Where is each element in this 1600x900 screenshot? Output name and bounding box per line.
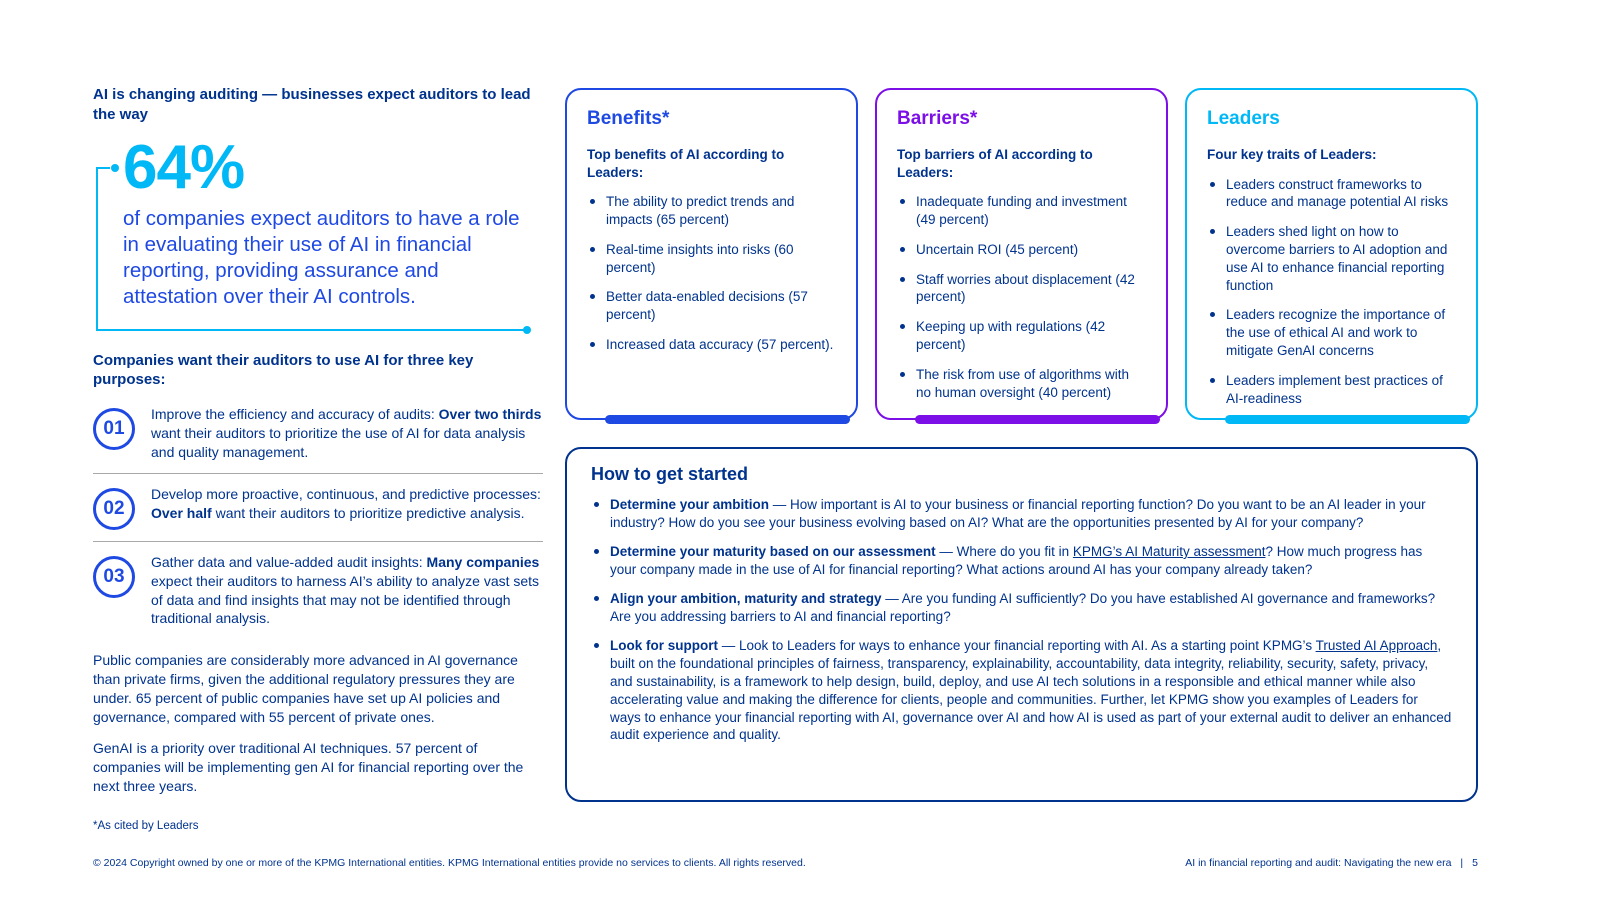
stat-bracket [96,167,527,331]
bracket-dot-bottom [523,326,531,334]
purpose-text [151,485,543,523]
bullet-text: — Where do you fit in [935,543,1073,559]
bullet-text: — Are you funding AI sufficiently? Do you have established AI governance and frameworks? Are you addressing barriers to AI and financial reporting? [610,590,1436,624]
getting-started-bullet-maturity [591,543,1452,579]
barriers-accent-bar [915,415,1160,424]
purpose-text-pre: Develop more proactive, continuous, and predictive processes: [151,485,541,502]
bullet-item: Uncertain ROI (45 percent) [897,241,1146,259]
footer-separator: | [1460,857,1464,869]
purpose-number-badge: 03 [93,556,135,598]
purpose-number-badge: 02 [93,488,135,530]
bullet-text: — Look to Leaders for ways to enhance your financial reporting with AI. As a starting point KPMG’s [718,637,1316,653]
benefits-card [565,88,858,420]
bullet-item: Inadequate funding and investment (49 percent) [897,193,1146,229]
purpose-text-bold: Over half [151,504,212,521]
purpose-list [93,394,543,639]
purpose-text-post: want their auditors to prioritize predictive analysis. [211,504,525,521]
barriers-card-title: Barriers* [897,108,978,129]
bullet-lead: Determine your maturity based on our assessment [610,543,936,559]
stat-description: of companies expect auditors to have a role in evaluating their use of AI in financial reporting, providing assurance and attestation over their AI controls. [123,206,520,309]
barriers-card [875,88,1168,420]
paragraph-public-companies: Public companies are considerably more advanced in AI governance than private firms, given the additional regulatory pressures they are under. 65 percent of public companies have set up AI policies and governance, compared with 55 percent of private ones. [93,652,518,726]
bullet-text: , built on the foundational principles of fairness, transparency, explainability, accountability, data integrity, reliability, security, safety, privacy, and sustainability, is a framework to help design, build, deploy, and use AI tech solutions in a responsible and ethical manner while also accelerating value and making the difference for clients, people and communities. Further, let KPMG show you examples of Leaders for ways to enhance your financial reporting with AI, governance over AI and how AI is used as part of your external audit to deliver an enhanced audit experience and quality. [610,637,1452,743]
purpose-item-02 [93,473,543,541]
purpose-text-post: want their auditors to prioritize the use of AI for data analysis and quality management. [151,425,526,460]
bullet-item: Leaders shed light on how to overcome barriers to AI adoption and use AI to enhance financial reporting function [1207,223,1456,294]
benefits-card-subtitle: Top benefits of AI according to Leaders: [587,147,785,180]
trusted-ai-approach-link[interactable]: Trusted AI Approach [1315,637,1438,653]
bullet-item: The ability to predict trends and impacts (65 percent) [587,193,836,229]
bullet-item: Leaders implement best practices of AI-readiness [1207,372,1456,408]
leaders-card-subtitle: Four key traits of Leaders: [1207,147,1377,162]
bullet-text: ? How much progress has your company made in the use of AI for financial reporting? What actions around AI has your company already taken? [610,543,1423,577]
benefits-card-title: Benefits* [587,108,670,129]
purpose-text-pre: Gather data and value-added audit insights: [151,553,427,570]
footer-right [1185,857,1478,869]
purpose-text-bold: Many companies [426,553,540,570]
left-column [93,85,543,832]
bullet-item: The risk from use of algorithms with no human oversight (40 percent) [897,366,1146,402]
bullet-item: Leaders recognize the importance of the use of ethical AI and work to mitigate GenAI concerns [1207,306,1456,359]
barriers-bullet-list [897,193,1146,401]
bullet-item: Increased data accuracy (57 percent). [587,336,836,354]
leaders-bullet-list [1207,176,1456,408]
bracket-tick [98,167,110,169]
bullet-item: Leaders construct frameworks to reduce and manage potential AI risks [1207,176,1456,212]
leaders-card [1185,88,1478,420]
leaders-card-title: Leaders [1207,108,1280,129]
getting-started-title: How to get started [591,464,749,484]
benefits-bullet-list [587,193,836,354]
cards-row [565,88,1478,420]
purposes-heading: Companies want their auditors to use AI for three key purposes: [93,351,474,389]
bullet-item: Real-time insights into risks (60 percent) [587,241,836,277]
getting-started-bullet-ambition [591,496,1452,532]
bullet-item: Staff worries about displacement (42 percent) [897,271,1146,307]
barriers-card-subtitle: Top barriers of AI according to Leaders: [897,147,1093,180]
footer [93,857,1478,869]
getting-started-bullet-list [591,496,1452,744]
paragraph-genai-priority: GenAI is a priority over traditional AI techniques. 57 percent of companies will be implementing gen AI for financial reporting over the next three years. [93,739,524,794]
bullet-lead: Determine your ambition [610,497,770,512]
benefits-accent-bar [605,415,850,424]
purpose-text [151,553,543,629]
stat-value: 64% [123,132,245,202]
getting-started-bullet-align [591,590,1452,626]
maturity-assessment-link[interactable]: KPMG’s AI Maturity assessment [1072,543,1266,559]
purpose-text-post: expect their auditors to harness AI’s ability to analyze vast sets of data and find insights that may not be identified through traditional analysis. [151,572,540,627]
getting-started-bullet-support [591,637,1452,745]
getting-started-card [565,447,1478,802]
bullet-lead: Align your ambition, maturity and strategy [610,590,882,606]
purpose-item-01 [93,394,543,473]
leaders-accent-bar [1225,415,1470,424]
intro-heading: AI is changing auditing — businesses expect auditors to lead the way [93,86,531,123]
purpose-number-badge: 01 [93,408,135,450]
purpose-text [151,405,543,462]
footnote: *As cited by Leaders [93,819,199,832]
copyright-text: © 2024 Copyright owned by one or more of the KPMG International entities. KPMG International entities provide no services to clients. All rights reserved. [93,857,806,869]
page-number: 5 [1472,857,1478,869]
bracket-dot-top [111,164,119,172]
bullet-lead: Look for support [610,637,718,653]
purpose-text-pre: Improve the efficiency and accuracy of audits: [151,406,439,423]
purpose-item-03 [93,541,543,640]
footer-doc-title: AI in financial reporting and audit: Navigating the new era [1185,857,1452,869]
bullet-item: Keeping up with regulations (42 percent) [897,318,1146,354]
purpose-text-bold: Over two thirds [438,406,542,423]
bullet-item: Better data-enabled decisions (57 percent) [587,288,836,324]
bullet-text: — How important is AI to your business or financial reporting function? Do you want to be an AI leader in your industry? How do you see your business evolving based on AI? What are the opportunities presented by AI for your company? [610,497,1426,530]
stat-block [93,132,543,331]
